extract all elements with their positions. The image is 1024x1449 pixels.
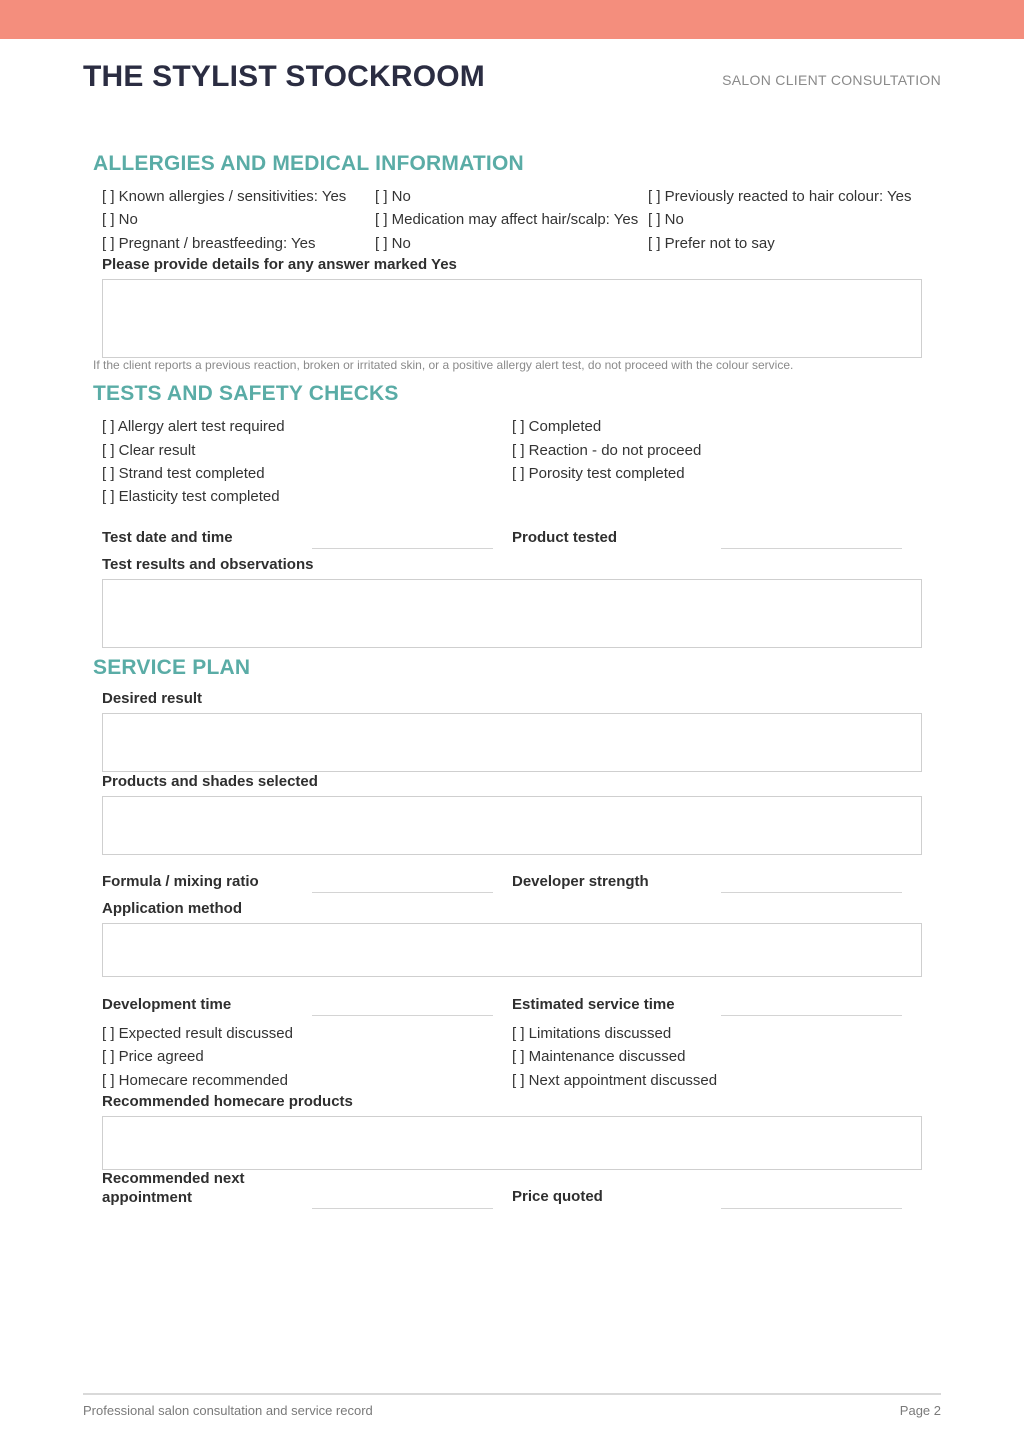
checkbox-known-allergies-no[interactable]: [ ] No (375, 188, 411, 205)
checkbox-known-allergies-yes[interactable]: [ ] Known allergies / sensitivities: Yes (102, 188, 347, 205)
checkbox-expected-result[interactable]: [ ] Expected result discussed (102, 1025, 293, 1042)
development-time-field[interactable] (312, 1015, 493, 1016)
desired-result-label: Desired result (102, 690, 203, 707)
price-quoted-label: Price quoted (512, 1188, 603, 1205)
checkbox-next-appointment[interactable]: [ ] Next appointment discussed (512, 1072, 718, 1089)
checkbox-medication-yes[interactable]: [ ] Medication may affect hair/scalp: Yes (375, 211, 639, 228)
footer-description: Professional salon consultation and service record (83, 1403, 373, 1418)
developer-strength-label: Developer strength (512, 873, 649, 890)
checkbox-test-completed[interactable]: [ ] Completed (512, 418, 602, 435)
top-accent-bar (0, 0, 1024, 39)
checkbox-strand-test[interactable]: [ ] Strand test completed (102, 465, 265, 482)
checkbox-limitations[interactable]: [ ] Limitations discussed (512, 1025, 672, 1042)
brand-title: THE STYLIST STOCKROOM (83, 60, 485, 93)
details-label: Please provide details for any answer marked Yes (102, 256, 457, 273)
checkbox-previous-reaction-yes[interactable]: [ ] Previously reacted to hair colour: Yes (648, 188, 912, 205)
section-title-service-plan: SERVICE PLAN (93, 656, 251, 679)
details-textarea[interactable] (102, 279, 922, 358)
checkbox-porosity-test[interactable]: [ ] Porosity test completed (512, 465, 685, 482)
safety-note: If the client reports a previous reaction, broken or irritated skin, or a positive allergy alert test, do not proceed with the colour service. (93, 358, 794, 372)
formula-label: Formula / mixing ratio (102, 873, 259, 890)
developer-strength-field[interactable] (721, 892, 902, 893)
footer-divider (83, 1393, 941, 1395)
checkbox-allergy-test-required[interactable]: [ ] Allergy alert test required (102, 418, 285, 435)
homecare-products-textarea[interactable] (102, 1116, 922, 1170)
checkbox-medication-no[interactable]: [ ] No (648, 211, 684, 228)
product-tested-label: Product tested (512, 529, 618, 546)
product-tested-field[interactable] (721, 548, 902, 549)
checkbox-price-agreed[interactable]: [ ] Price agreed (102, 1048, 204, 1065)
test-date-field[interactable] (312, 548, 493, 549)
checkbox-homecare[interactable]: [ ] Homecare recommended (102, 1072, 288, 1089)
formula-field[interactable] (312, 892, 493, 893)
section-title-tests: TESTS AND SAFETY CHECKS (93, 382, 399, 405)
checkbox-reaction-do-not-proceed[interactable]: [ ] Reaction - do not proceed (512, 442, 702, 459)
checkbox-maintenance[interactable]: [ ] Maintenance discussed (512, 1048, 686, 1065)
next-appointment-field[interactable] (312, 1208, 493, 1209)
development-time-label: Development time (102, 996, 232, 1013)
homecare-products-label: Recommended homecare products (102, 1093, 353, 1110)
application-method-label: Application method (102, 900, 242, 917)
checkbox-elasticity-test[interactable]: [ ] Elasticity test completed (102, 488, 280, 505)
page-number: Page 2 (899, 1403, 941, 1418)
document-type: SALON CLIENT CONSULTATION (722, 72, 941, 88)
checkbox-pregnant-no[interactable]: [ ] No (375, 235, 411, 252)
products-shades-textarea[interactable] (102, 796, 922, 855)
next-appointment-label: Recommended next appointment (102, 1170, 245, 1206)
checkbox-clear-result[interactable]: [ ] Clear result (102, 442, 196, 459)
desired-result-textarea[interactable] (102, 713, 922, 772)
estimated-service-time-field[interactable] (721, 1015, 902, 1016)
section-title-allergies: ALLERGIES AND MEDICAL INFORMATION (93, 152, 524, 175)
checkbox-previous-reaction-no[interactable]: [ ] No (102, 211, 138, 228)
checkbox-pregnant-yes[interactable]: [ ] Pregnant / breastfeeding: Yes (102, 235, 316, 252)
test-results-textarea[interactable] (102, 579, 922, 648)
test-results-label: Test results and observations (102, 556, 314, 573)
test-date-label: Test date and time (102, 529, 233, 546)
checkbox-prefer-not-to-say[interactable]: [ ] Prefer not to say (648, 235, 775, 252)
application-method-textarea[interactable] (102, 923, 922, 977)
products-shades-label: Products and shades selected (102, 773, 318, 790)
price-quoted-field[interactable] (721, 1208, 902, 1209)
estimated-service-time-label: Estimated service time (512, 996, 675, 1013)
